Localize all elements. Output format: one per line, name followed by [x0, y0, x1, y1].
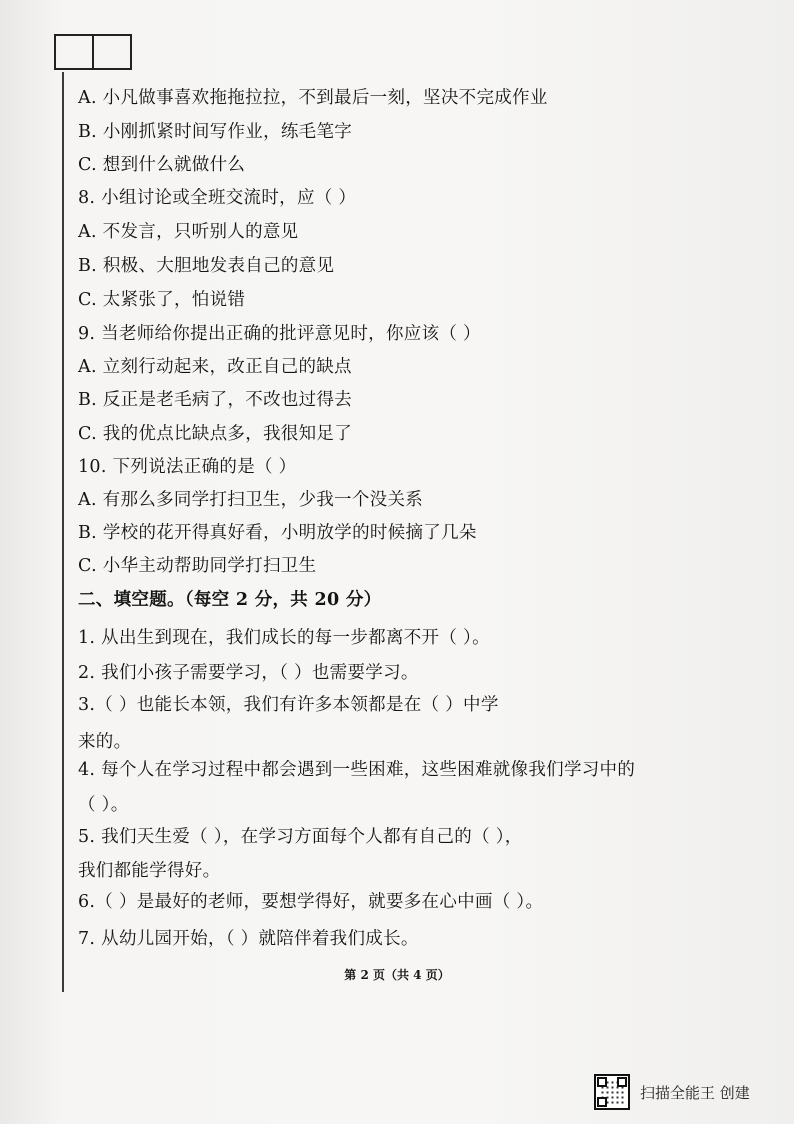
scanner-label: 扫描全能王 创建: [640, 1083, 750, 1102]
fill-blank-line: （ ）。: [78, 795, 129, 815]
fill-blank-line: 6.（ ）是最好的老师，要想学得好，就要多在心中画（ ）。: [78, 892, 544, 912]
option-line: B. 学校的花开得真好看，小明放学的时候摘了几朵: [78, 523, 477, 543]
score-box: [54, 34, 132, 70]
option-line: A. 有那么多同学打扫卫生，少我一个没关系: [78, 490, 424, 510]
option-line: B. 小刚抓紧时间写作业，练毛笔字: [78, 122, 353, 142]
fill-blank-line: 5. 我们天生爱（ ），在学习方面每个人都有自己的（ ），: [78, 827, 523, 847]
option-line: A. 小凡做事喜欢拖拖拉拉，不到最后一刻，坚决不完成作业: [78, 88, 548, 108]
option-line: A. 不发言，只听别人的意见: [78, 222, 299, 242]
section-heading: 二、填空题。（每空 2 分，共 20 分）: [78, 590, 382, 610]
question-line: 9. 当老师给你提出正确的批评意见时，你应该（ ）: [78, 324, 481, 344]
question-line: 10. 下列说法正确的是（ ）: [78, 457, 297, 477]
option-line: C. 我的优点比缺点多，我很知足了: [78, 424, 352, 444]
option-line: B. 积极、大胆地发表自己的意见: [78, 256, 335, 276]
score-cell: [56, 36, 94, 68]
question-line: 8. 小组讨论或全班交流时，应（ ）: [78, 188, 357, 208]
option-line: C. 小华主动帮助同学打扫卫生: [78, 556, 317, 576]
option-line: C. 想到什么就做什么: [78, 155, 246, 175]
fill-blank-line: 3.（ ）也能长本领，我们有许多本领都是在（ ）中学: [78, 695, 499, 715]
page-number-footer: 第 2 页（共 4 页）: [344, 968, 450, 982]
option-line: B. 反正是老毛病了，不改也过得去: [78, 390, 353, 410]
score-cell: [94, 36, 130, 68]
qr-code-icon: [594, 1074, 630, 1110]
fill-blank-line: 2. 我们小孩子需要学习，（ ）也需要学习。: [78, 663, 419, 683]
fill-blank-line: 4. 每个人在学习过程中都会遇到一些困难，这些困难就像我们学习中的: [78, 760, 636, 780]
fill-blank-line: 来的。: [78, 732, 132, 752]
option-line: C. 太紧张了，怕说错: [78, 290, 246, 310]
fill-blank-line: 1. 从出生到现在，我们成长的每一步都离不开（ ）。: [78, 628, 490, 648]
option-line: A. 立刻行动起来，改正自己的缺点: [78, 357, 352, 377]
fill-blank-line: 我们都能学得好。: [78, 861, 221, 881]
binding-margin-line: [62, 72, 64, 992]
scanner-watermark: [594, 1074, 750, 1110]
fill-blank-line: 7. 从幼儿园开始，（ ）就陪伴着我们成长。: [78, 929, 419, 949]
